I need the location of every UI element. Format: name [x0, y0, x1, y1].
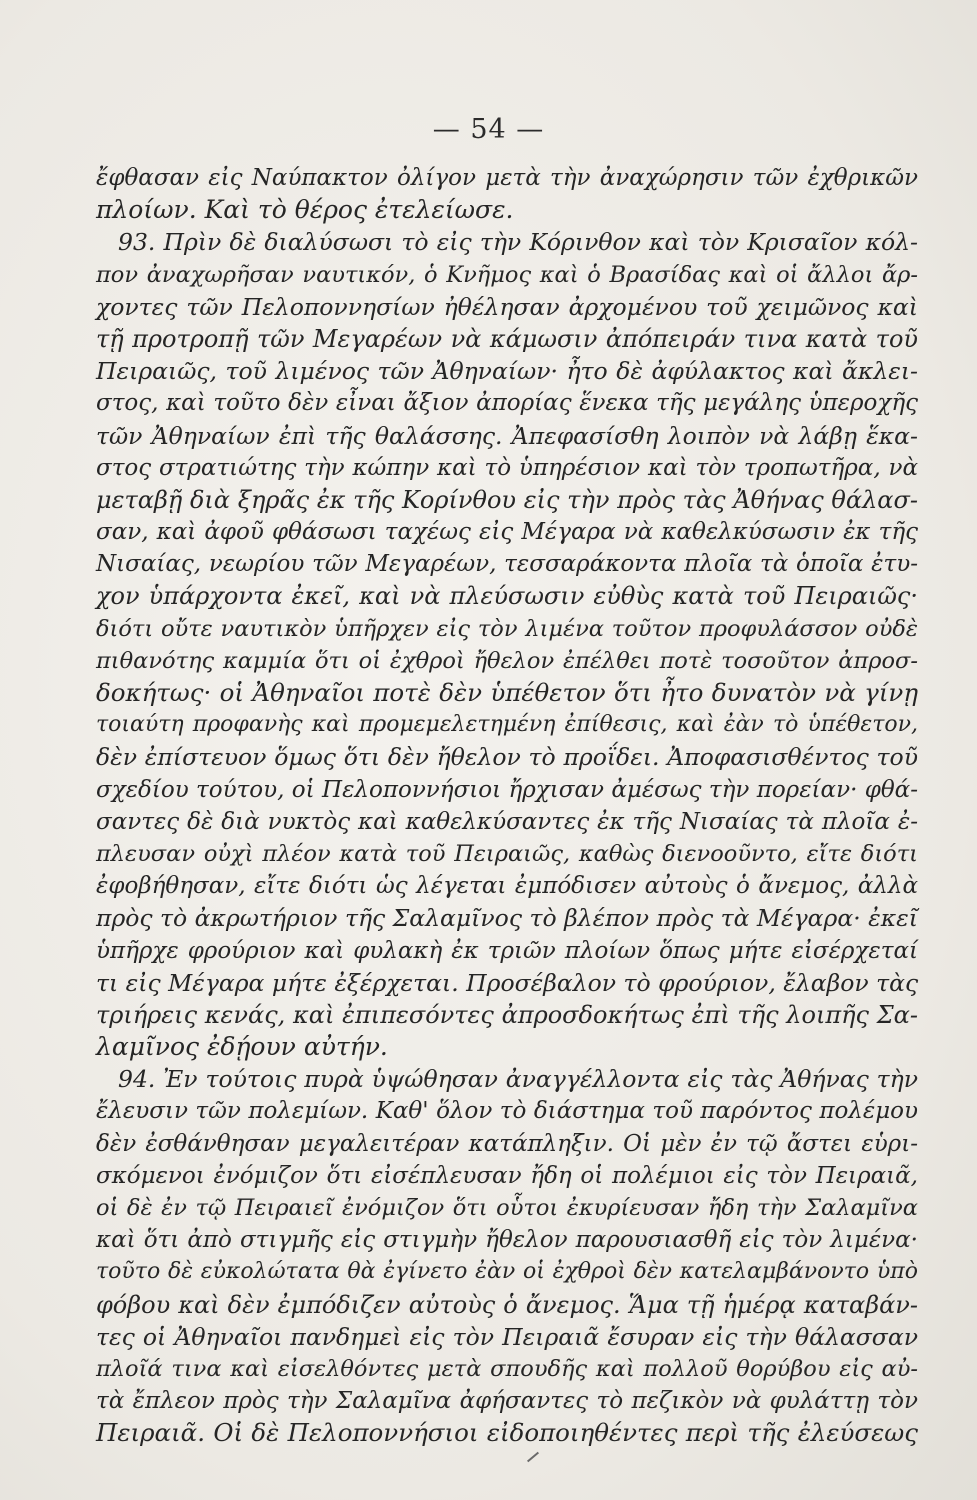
text-line: σαν, καὶ ἀφοῦ φθάσωσι ταχέως εἰς Μέγαρα νὰ καθελκύσωσιν ἐκ τῆς: [96, 519, 918, 546]
text-line: τὰ ἔπλεον πρὸς τὴν Σαλαμῖνα ἀφήσαντες τὸ πεζικὸν νὰ φυλάττῃ τὸν: [96, 1388, 918, 1415]
text-line: φόβου καὶ δὲν ἐμπόδιζεν αὐτοὺς ὁ ἄνεμος. Ἅμα τῇ ἡμέρᾳ καταβάν-: [96, 1290, 918, 1319]
text-line: ὑπῆρχε φρούριον καὶ φυλακὴ ἐκ τριῶν πλοίων ὅπως μήτε εἰσέρχεταί: [96, 937, 918, 964]
text-line: σαντες δὲ διὰ νυκτὸς καὶ καθελκύσαντες ἐκ τῆς Νισαίας τὰ πλοῖα ἐ-: [96, 808, 918, 835]
text-line: τες οἱ Ἀθηναῖοι πανδημεὶ εἰς τὸν Πειραιᾶ ἔσυραν εἰς τὴν θάλασσαν: [96, 1322, 918, 1351]
text-line: τοῦτο δὲ εὐκολώτατα θὰ ἐγίνετο ἐὰν οἱ ἐχθροὶ δὲν κατελαμβάνοντο ὑπὸ: [96, 1259, 918, 1285]
text-line: τριήρεις κενάς, καὶ ἐπιπεσόντες ἀπροσδοκήτως ἐπὶ τῆς λοιπῆς Σα-: [96, 1000, 918, 1029]
text-line: χον ὑπάρχοντα ἐκεῖ, καὶ νὰ πλεύσωσιν εὐθὺς κατὰ τοῦ Πειραιῶς·: [96, 582, 918, 611]
paragraph-94-start: 94. Ἐν τούτοις πυρὰ ὑψώθησαν ἀναγγέλλοντα εἰς τὰς Ἀθήνας τὴν: [118, 1065, 918, 1094]
text-line: λαμῖνος ἐδῄουν αὐτήν.: [96, 1032, 388, 1062]
text-line: σχεδίου τούτου, οἱ Πελοποννήσιοι ἤρχισαν ἀμέσως τὴν πορείαν· φθά-: [96, 776, 918, 803]
text-line: πρὸς τὸ ἀκρωτήριον τῆς Σαλαμῖνος τὸ βλέπον πρὸς τὰ Μέγαρα· ἐκεῖ: [96, 904, 918, 933]
text-line: πον ἀναχωρῆσαν ναυτικόν, ὁ Κνῆμος καὶ ὁ Βρασίδας καὶ οἱ ἄλλοι ἄρ-: [96, 261, 918, 288]
page-number: — 54 —: [432, 114, 545, 145]
text-line: στος, καὶ τοῦτο δὲν εἶναι ἄξιον ἀπορίας ἕνεκα τῆς μεγάλης ὑπεροχῆς: [96, 390, 918, 417]
text-line: δὲν ἐπίστευον ὅμως ὅτι δὲν ἤθελον τὸ προΐδει. Ἀποφασισθέντος τοῦ: [96, 743, 918, 772]
text-line: πλευσαν οὐχὶ πλέον κατὰ τοῦ Πειραιῶς, καθὼς διενοοῦντο, εἴτε διότι: [96, 840, 918, 867]
text-line: σκόμενοι ἐνόμιζον ὅτι εἰσέπλευσαν ἤδη οἱ πολέμιοι εἰς τὸν Πειραιᾶ,: [96, 1162, 918, 1189]
text-line: Νισαίας, νεωρίου τῶν Μεγαρέων, τεσσαράκοντα πλοῖα τὰ ὁποῖα ἐτυ-: [96, 551, 918, 578]
text-line: ἔλευσιν τῶν πολεμίων. Καθ' ὅλον τὸ διάστημα τοῦ παρόντος πολέμου: [96, 1098, 918, 1125]
text-line: στος στρατιώτης τὴν κώπην καὶ τὸ ὑπηρέσιον καὶ τὸν τροπωτῆρα, νὰ: [96, 454, 918, 481]
text-line: χοντες τῶν Πελοποννησίων ἠθέλησαν ἀρχομένου τοῦ χειμῶνος καὶ: [96, 292, 918, 321]
text-line: δὲν ἐσθάνθησαν μεγαλειτέραν κατάπληξιν. Οἱ μὲν ἐν τῷ ἄστει εὑρι-: [96, 1130, 918, 1157]
text-line: διότι οὔτε ναυτικὸν ὑπῆρχεν εἰς τὸν λιμένα τοῦτον προφυλάσσον οὐδὲ: [96, 615, 918, 642]
stray-pen-mark: [527, 1452, 539, 1463]
text-line: ἐφοβήθησαν, εἴτε διότι ὡς λέγεται ἐμπόδισεν αὐτοὺς ὁ ἄνεμος, ἀλλὰ: [96, 873, 918, 900]
text-line: τι εἰς Μέγαρα μήτε ἐξέρχεται. Προσέβαλον τὸ φρούριον, ἔλαβον τὰς: [96, 968, 919, 997]
text-line: Πειραιῶς, τοῦ λιμένος τῶν Ἀθηναίων· ἦτο δὲ ἀφύλακτος καὶ ἄκλει-: [96, 357, 918, 386]
text-line: ἔφθασαν εἰς Ναύπακτον ὀλίγον μετὰ τὴν ἀναχώρησιν τῶν ἐχθρικῶν: [96, 165, 918, 191]
text-line: πλοίων. Καὶ τὸ θέρος ἐτελείωσε.: [96, 195, 514, 225]
body-text: [96, 162, 918, 1450]
text-line: τῶν Ἀθηναίων ἐπὶ τῆς θαλάσσης. Ἀπεφασίσθη λοιπὸν νὰ λάβῃ ἕκα-: [96, 421, 918, 450]
paragraph-93-start: 93. Πρὶν δὲ διαλύσωσι τὸ εἰς τὴν Κόρινθον καὶ τὸν Κρισαῖον κόλ-: [118, 228, 918, 257]
text-line: μεταβῇ διὰ ξηρᾶς ἐκ τῆς Κορίνθου εἰς τὴν πρὸς τὰς Ἀθήνας θάλασ-: [96, 485, 918, 514]
text-line: καὶ ὅτι ἀπὸ στιγμῆς εἰς στιγμὴν ἤθελον παρουσιασθῆ εἰς τὸν λιμένα·: [96, 1227, 918, 1254]
text-line: δοκήτως· οἱ Ἀθηναῖοι ποτὲ δὲν ὑπέθετον ὅτι ἦτο δυνατὸν νὰ γίνῃ: [96, 678, 918, 707]
text-line: τῇ προτροπῇ τῶν Μεγαρέων νὰ κάμωσιν ἀπόπειράν τινα κατὰ τοῦ: [96, 324, 918, 353]
text-line: πλοῖά τινα καὶ εἰσελθόντες μετὰ σπουδῆς καὶ πολλοῦ θορύβου εἰς αὐ-: [96, 1355, 918, 1382]
text-line: οἱ δὲ ἐν τῷ Πειραιεῖ ἐνόμιζον ὅτι οὗτοι ἐκυρίευσαν ἤδη τὴν Σαλαμῖνα: [96, 1195, 918, 1221]
text-line: Πειραιᾶ. Οἱ δὲ Πελοποννήσιοι εἰδοποιηθέντες περὶ τῆς ἐλεύσεως: [96, 1418, 918, 1448]
text-line: πιθανότης καμμία ὅτι οἱ ἐχθροὶ ἤθελον ἐπέλθει ποτὲ τοσοῦτον ἀπροσ-: [96, 647, 918, 674]
text-line: τοιαύτη προφανὴς καὶ προμεμελετημένη ἐπίθεσις, καὶ ἐὰν τὸ ὑπέθετον,: [96, 712, 918, 738]
